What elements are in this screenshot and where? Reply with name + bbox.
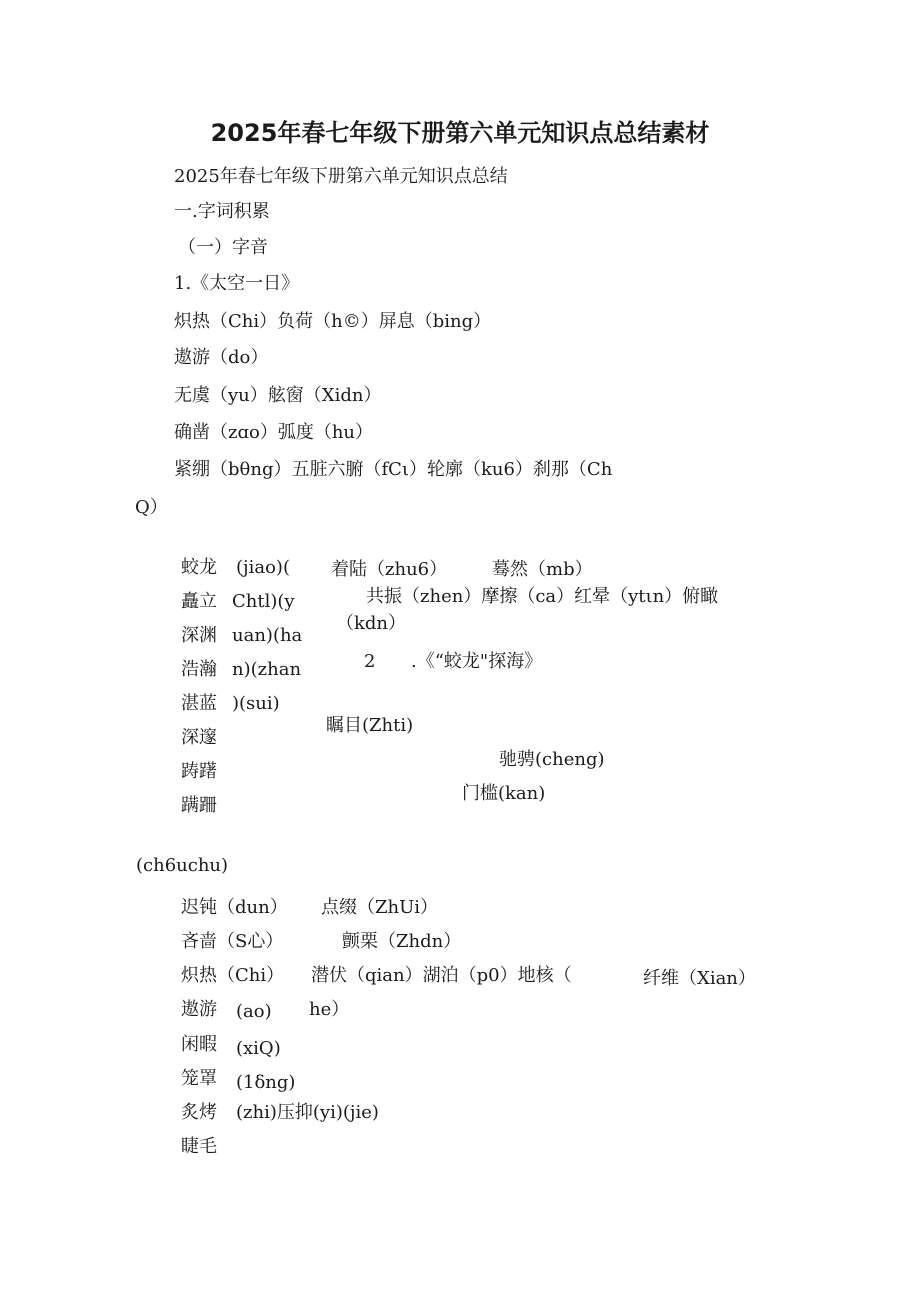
vocab-line: 紧绷（bθng）五脏六腑（fCι）轮廓（ku6）刹那（Ch — [174, 459, 613, 480]
vocab-entry: 炽热（Chi） — [181, 965, 285, 986]
lesson-number: 2 — [364, 651, 376, 672]
vocab-entry: (ch6uchu) — [136, 855, 229, 876]
pinyin: Chtl)(y — [232, 591, 295, 612]
subtitle: 2025年春七年级下册第六单元知识点总结 — [174, 166, 508, 187]
vocab-entry: 门槛(kan) — [462, 783, 546, 804]
word: 深渊 — [181, 625, 217, 646]
lesson-heading: 1.《太空一日》 — [174, 273, 300, 294]
section-heading: 一.字词积累 — [174, 201, 270, 222]
vocab-entry: 着陆（zhu6） — [331, 559, 448, 580]
vocab-entry: 颤栗（Zhdn） — [342, 931, 462, 952]
vocab-line-wrap: Q） — [135, 497, 168, 518]
pinyin-wrap: he） — [309, 999, 350, 1020]
word: 炙烤 — [181, 1102, 217, 1123]
vocab-line: 确凿（zɑo）弧度（hu） — [174, 422, 374, 443]
pinyin: (xiQ) — [236, 1038, 281, 1059]
word: 蛟龙 — [181, 557, 217, 578]
vocab-entry: 驰骋(cheng) — [499, 749, 605, 770]
vocab-entry: 点缀（ZhUi） — [321, 897, 439, 918]
pinyin: )(sui) — [232, 693, 280, 714]
word: 踌躇 — [181, 761, 217, 782]
vocab-line: 炽热（Chi）负荷（h©）屏息（bing） — [174, 311, 492, 332]
pinyin: (jiao)( — [236, 557, 290, 578]
vocab-entry: 纤维（Xian） — [643, 968, 756, 989]
vocab-entry: 潜伏（qian）湖泊（p0）地核（ — [311, 965, 572, 986]
vocab-entry: 蓦然（mb） — [492, 559, 593, 580]
word: 笼罩 — [181, 1068, 217, 1089]
pinyin: n)(zhan — [232, 659, 302, 680]
vocab-line: 遨游（do） — [174, 347, 269, 368]
vocab-line: 无虞（yu）舷窗（Xidn） — [174, 385, 382, 406]
word: 矗立 — [181, 591, 217, 612]
subsection-heading: （一）字音 — [178, 237, 268, 258]
lesson-heading: .《“蛟龙"探海》 — [411, 651, 543, 672]
word: 深邃 — [181, 727, 217, 748]
document-title: 2025年春七年级下册第六单元知识点总结素材 — [210, 119, 710, 147]
vocab-entry: 吝啬（S心） — [181, 931, 284, 952]
word: 蹒跚 — [181, 795, 217, 816]
pinyin: (1δng) — [236, 1072, 296, 1093]
word: 浩瀚 — [181, 659, 217, 680]
word: 闲暇 — [181, 1034, 217, 1055]
word: 湛蓝 — [181, 693, 217, 714]
word: 遨游 — [181, 999, 217, 1020]
pinyin: uan)(ha — [232, 625, 303, 646]
vocab-entry-wrap: （kdn） — [336, 613, 407, 634]
pinyin: (ao) — [236, 1001, 272, 1022]
vocab-entry: 迟钝（dun） — [181, 897, 288, 918]
word: 睫毛 — [181, 1136, 217, 1157]
vocab-entry: 共振（zhen）摩擦（ca）红晕（ytιn）俯瞰 — [366, 586, 719, 607]
vocab-entry: 瞩目(Zhti) — [326, 715, 414, 736]
pinyin: (zhi)压抑(yi)(jie) — [236, 1102, 379, 1123]
